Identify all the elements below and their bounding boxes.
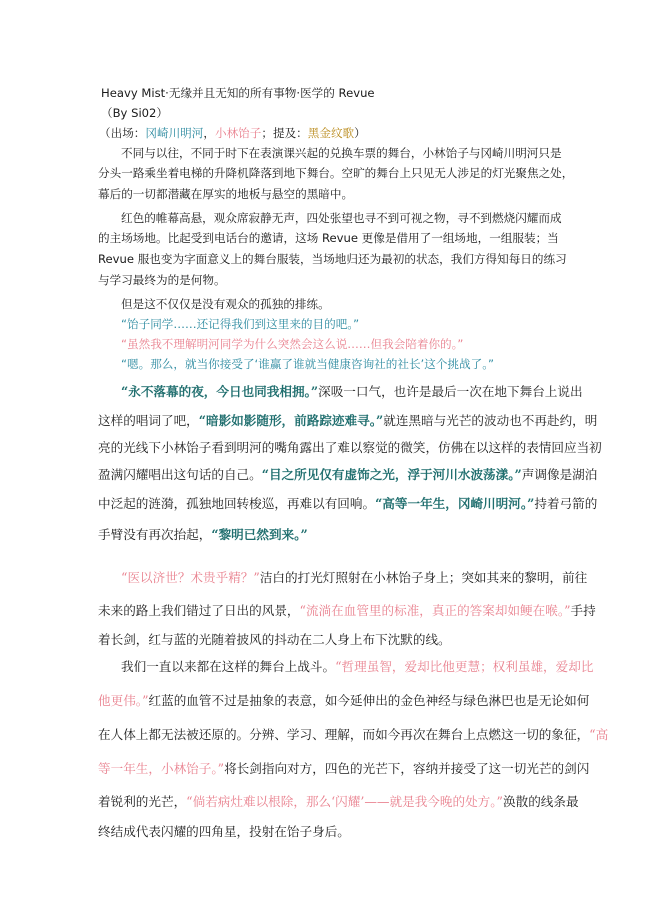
narration: 红蓝的血管不过是抽象的表意，如今延伸出的金色神经与绿色淋巴也是无论如何 <box>148 693 590 708</box>
paragraph-line: 不同与以往，不同于时下在表演课兴起的兑换车票的舞台，小林饴子与冈崎川明河只是 <box>121 146 562 160</box>
paragraph-line <box>121 656 593 675</box>
cast-name-akane: 冈崎川明河 <box>145 126 204 140</box>
paragraph-line: 红色的帷幕高悬，观众席寂静无声，四处张望也寻不到可视之物，寻不到燃烧闪耀而成 <box>121 211 562 225</box>
song-line: “流淌在血管里的标准，真正的答案却如鲠在喉。” <box>299 603 571 618</box>
doc-title: Heavy Mist·无缘并且无知的所有事物·医学的 Revue <box>101 86 375 100</box>
paragraph-line <box>98 410 597 429</box>
dialogue-akane: “饴子同学……还记得我们到这里来的目的吧。” <box>121 317 360 331</box>
narration: 未来的路上我们错过了日出的风景， <box>98 603 300 618</box>
paragraph-line <box>121 567 587 586</box>
paragraph-line: 的主场场地。比起受到电话台的邀请，这场 Revue 更像是借用了一组场地，一组服装；当 <box>98 231 559 245</box>
song-line: “暗影如影随形，前路踪迹难寻。” <box>198 413 384 428</box>
cast-name-kuro: 黑金纹歌 <box>307 126 355 140</box>
song-line: “高等一年生，冈崎川明河。” <box>375 496 535 511</box>
narration: 中泛起的涟漪，孤独地回转梭巡，再难以有回响。 <box>98 496 376 511</box>
song-line: “目之所见仅有虚饰之光，浮于河川水波荡漾。” <box>261 467 522 482</box>
cast-line <box>99 125 366 141</box>
cast-suffix: ） <box>354 126 366 140</box>
paragraph-line <box>98 724 608 743</box>
narration: 深吸一口气，也许是最后一次在地下舞台上说出 <box>318 384 583 399</box>
paragraph-line <box>121 381 583 400</box>
paragraph-line <box>98 758 589 777</box>
paragraph-line: 终结成代表闪耀的四角星，投射在饴子身后。 <box>98 824 350 839</box>
song-line: “黎明已然到来。” <box>211 527 308 542</box>
cast-name-ameko: 小林饴子 <box>214 126 262 140</box>
song-line: “倘若病灶难以根除，那么‘闪耀’——就是我今晚的处方。” <box>186 794 503 809</box>
song-line: “医以济世？术贵乎精？” <box>121 570 260 585</box>
narration: 这样的唱词了吧， <box>98 413 199 428</box>
paragraph-line <box>98 524 308 543</box>
narration: 手臂没有再次抬起， <box>98 527 212 542</box>
paragraph-line <box>98 600 596 619</box>
narration: 声调像是湖泊 <box>521 467 598 482</box>
narration: 我们一直以来都在这样的舞台上战斗。 <box>121 659 336 674</box>
song-line: “哲理虽智，爱却比他更慧；权利虽雄，爱却比 <box>335 659 594 674</box>
dialogue-akane: “嗯。那么，就当你接受了‘谁赢了谁就当健康咨询社的社长’这个挑战了。” <box>121 357 494 371</box>
narration: 着锐利的光芒， <box>98 794 187 809</box>
narration: 洁白的打光灯照射在小林饴子身上；突如其来的黎明，前往 <box>259 570 588 585</box>
song-line: 等一年生，小林饴子。” <box>98 761 225 776</box>
cast-mid: ；提及： <box>261 126 308 140</box>
paragraph-line: 幕后的一切都潜藏在厚实的地板与悬空的黑暗中。 <box>98 187 354 201</box>
cast-sep: ， <box>203 126 215 140</box>
paragraph-line: Revue 服也变为字面意义上的舞台服装，当场地归还为最初的状态，我们方得知每日的练习 <box>98 252 567 266</box>
paragraph-line <box>98 464 597 483</box>
paragraph-line <box>98 791 579 810</box>
narration: 持着弓箭的 <box>534 496 598 511</box>
doc-author: （By Si02） <box>101 106 169 120</box>
paragraph-line <box>98 493 597 512</box>
narration: 就连黑暗与光芒的波动也不再赴约，明 <box>383 413 598 428</box>
narration: 将长剑指向对方，四色的光芒下，容纳并接受了这一切光芒的剑闪 <box>224 761 590 776</box>
paragraph-line: 亮的光线下小林饴子看到明河的嘴角露出了难以察觉的微笑，仿佛在以这样的表情回应当初 <box>98 440 602 455</box>
song-line: “永不落幕的夜，今日也同我相拥。” <box>121 384 319 399</box>
dialogue-ameko: “虽然我不理解明河同学为什么突然会这么说……但我会陪着你的。” <box>121 337 464 351</box>
song-line: 他更伟。” <box>98 693 149 708</box>
paragraph-line: 与学习最终为的是何物。 <box>98 273 226 287</box>
paragraph-line: 但是这不仅仅是没有观众的孤独的排练。 <box>121 297 330 311</box>
paragraph-line: 着长剑，红与蓝的光随着披风的抖动在二人身上布下沈默的线。 <box>98 632 451 647</box>
narration: 手持 <box>570 603 596 618</box>
paragraph-line: 分头一路乘坐着电梯的升降机降落到地下舞台。空旷的舞台上只见无人涉足的灯光聚焦之处， <box>98 166 574 180</box>
paragraph-line <box>98 690 589 709</box>
song-line: “高 <box>589 727 609 742</box>
narration: 涣散的线条最 <box>503 794 579 809</box>
cast-prefix: （出场： <box>99 126 146 140</box>
narration: 在人体上都无法被还原的。分辨、学习、理解，而如今再次在舞台上点燃这一切的象征， <box>98 727 590 742</box>
narration: 盈满闪耀唱出这句话的自己。 <box>98 467 262 482</box>
